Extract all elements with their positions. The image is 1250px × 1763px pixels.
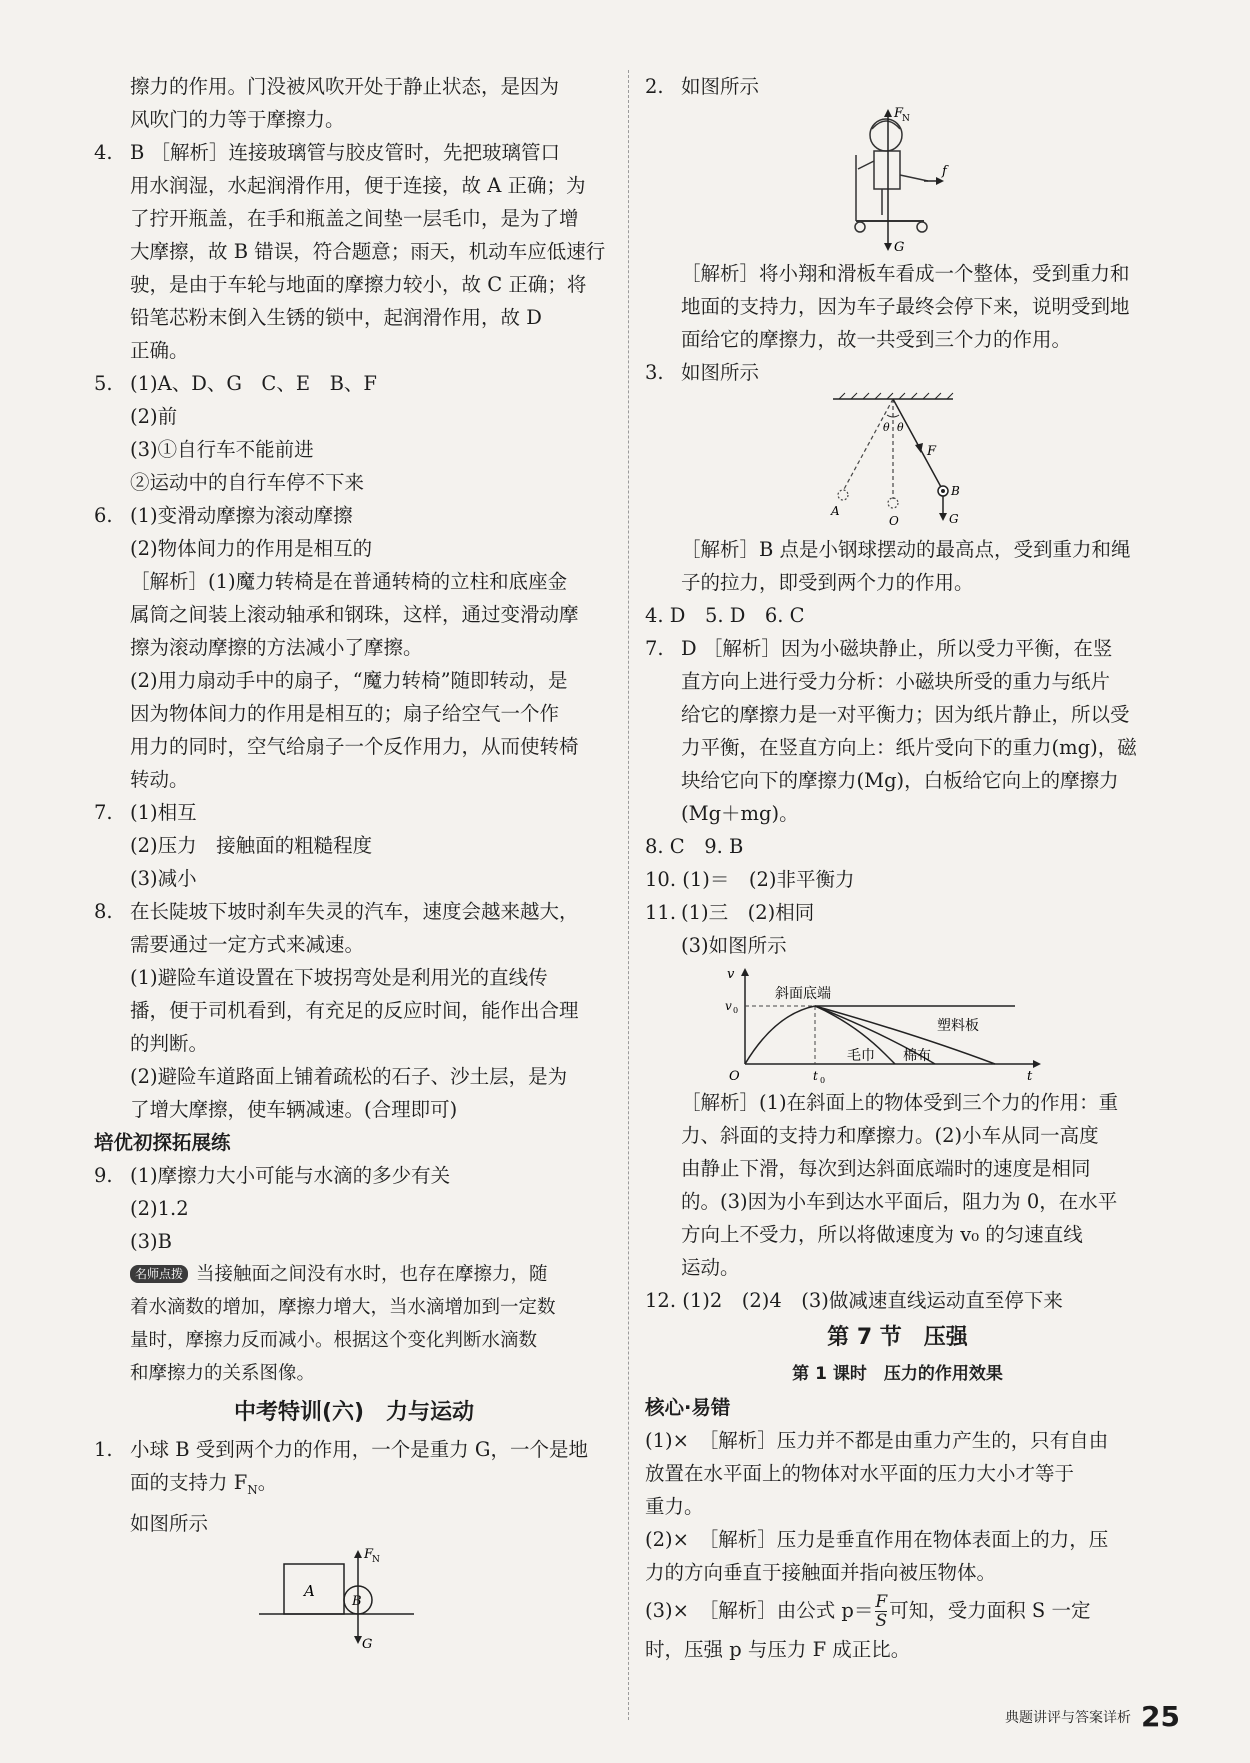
q9-line: (2)1.2 xyxy=(130,1197,189,1220)
q11-expl-line: ［解析］(1)在斜面上的物体受到三个力的作用：重 xyxy=(681,1091,1119,1114)
q2-text: 如图所示 xyxy=(681,75,760,98)
q4-line: B ［解析］连接玻璃管与胶皮管时，先把玻璃管口 xyxy=(130,141,561,164)
q4-line: 正确。 xyxy=(130,339,189,362)
fn-sub: N xyxy=(372,1554,380,1565)
a-label: A xyxy=(830,504,840,518)
q11-expl-line: 力、斜面的支持力和摩擦力。(2)小车从同一高度 xyxy=(681,1124,1099,1147)
q3-expl-line: 子的拉力，即受到两个力的作用。 xyxy=(681,571,974,594)
q9-answer xyxy=(94,1159,614,1258)
q9-number: 9. xyxy=(94,1164,113,1187)
q4-line: 用水润湿，水起润滑作用，便于连接，故 A 正确；为 xyxy=(130,174,586,197)
o-label: O xyxy=(888,514,899,528)
q6-line: 擦为滚动摩擦的方法减小了摩擦。 xyxy=(130,636,423,659)
q9-line: (3)B xyxy=(130,1230,172,1253)
q3-expl-line: ［解析］B 点是小钢球摆动的最高点，受到重力和绳 xyxy=(681,538,1131,561)
q7-answer xyxy=(94,796,614,895)
s1-line: 小球 B 受到两个力的作用，一个是重力 G，一个是地 xyxy=(130,1438,589,1461)
box-ball-force-diagram xyxy=(254,1542,494,1652)
c2-line: 力的方向垂直于接触面并指向被压物体。 xyxy=(645,1561,997,1584)
q12-answer: 12. (1)2 (2)4 (3)做减速直线运动直至停下来 xyxy=(645,1289,1063,1312)
q8-number: 8. xyxy=(94,900,113,923)
f-label: f xyxy=(941,164,947,179)
theta-right: θ xyxy=(896,421,904,434)
footer-text: 典题讲评与答案详析 xyxy=(1005,1709,1132,1726)
t0-label: t xyxy=(813,1069,818,1083)
t-axis-label: t xyxy=(1027,1069,1033,1084)
q7-line: 直方向上进行受力分析：小磁块所受的重力与纸片 xyxy=(681,670,1111,693)
q5-line: (1)A、D、G C、E B、F xyxy=(130,372,377,395)
ball-label-b: B xyxy=(352,1593,362,1609)
q6-number: 6. xyxy=(94,504,113,527)
heading-core-errors: 核心·易错 xyxy=(645,1396,731,1419)
q7-answer xyxy=(645,632,1150,830)
pendulum-force-diagram xyxy=(813,391,983,531)
q8-line: (2)避险车道路面上铺着疏松的石子、沙土层，是为 xyxy=(130,1065,568,1088)
q4-line: 大摩擦，故 B 错误，符合题意；雨天，机动车应低速行 xyxy=(130,240,606,263)
q6-line: 用力的同时，空气给扇子一个反作用力，从而使转椅 xyxy=(130,735,579,758)
q3-answer xyxy=(645,356,1150,389)
g-label: G xyxy=(948,512,959,526)
q7-number: 7. xyxy=(645,637,664,660)
g-label: G xyxy=(362,1636,373,1652)
q8-line: 的判断。 xyxy=(130,1032,209,1055)
q11-line: (1)三 (2)相同 xyxy=(681,901,815,924)
page-footer xyxy=(1005,1700,1180,1733)
q5-line: (2)前 xyxy=(130,405,178,428)
q4-line: 了拧开瓶盖，在手和瓶盖之间垫一层毛巾，是为了增 xyxy=(130,207,579,230)
origin-label: O xyxy=(729,1069,740,1084)
q8-line: 需要通过一定方式来减速。 xyxy=(130,933,365,956)
q11-expl-line: 的。(3)因为小车到达水平面后，阻力为 0，在水平 xyxy=(681,1190,1118,1213)
q8-9-answers: 8. C 9. B xyxy=(645,835,744,858)
q3-text: 如图所示 xyxy=(681,361,760,384)
q4-6-answers: 4. D 5. D 6. C xyxy=(645,604,805,627)
c3-pre: (3)× ［解析］由公式 p＝ xyxy=(645,1599,874,1622)
q6-line: 属筒之间装上滚动轴承和钢珠，这样，通过变滑动摩 xyxy=(130,603,579,626)
theta-left: θ xyxy=(882,421,890,434)
q6-line: 因为物体间力的作用是相互的；扇子给空气一个作 xyxy=(130,702,560,725)
q8-line: 了增大摩擦，使车辆减速。(合理即可) xyxy=(130,1098,458,1121)
q4-answer xyxy=(94,136,614,367)
q11-line: (3)如图所示 xyxy=(681,934,787,957)
c3-line-2: 时，压强 p 与压力 F 成正比。 xyxy=(645,1638,911,1661)
label-plastic: 塑料板 xyxy=(937,1018,979,1034)
q6-line: 转动。 xyxy=(130,768,189,791)
s1-answer xyxy=(94,1433,614,1540)
c1-line: (1)× ［解析］压力并不都是由重力产生的，只有自由 xyxy=(645,1429,1109,1452)
pressure-formula-fraction xyxy=(875,1593,887,1630)
section-7-title: 第 7 节 压强 xyxy=(827,1325,968,1350)
tip-line: 着水滴数的增加，摩擦力增大，当水滴增加到一定数 xyxy=(130,1297,556,1318)
q6-line: (2)物体间力的作用是相互的 xyxy=(130,537,373,560)
f-label: F xyxy=(926,444,936,459)
heading-extend-practice: 培优初探拓展练 xyxy=(94,1131,231,1154)
lesson-1-title: 第 1 课时 压力的作用效果 xyxy=(792,1364,1003,1384)
c2-line: (2)× ［解析］压力是垂直作用在物体表面上的力，压 xyxy=(645,1528,1109,1551)
label-towel: 毛巾 xyxy=(847,1048,875,1064)
c3-line xyxy=(645,1589,1150,1633)
g-label: G xyxy=(893,240,904,255)
q8-line: (1)避险车道设置在下坡拐弯处是利用光的直线传 xyxy=(130,966,548,989)
fn-sub: N xyxy=(901,114,910,124)
right-column xyxy=(645,70,1150,1666)
column-divider xyxy=(628,70,629,1720)
q10-answer: 10. (1)＝ (2)非平衡力 xyxy=(645,868,855,891)
q9-line: (1)摩擦力大小可能与水滴的多少有关 xyxy=(130,1164,451,1187)
teacher-tip-badge: 名师点拨 xyxy=(130,1265,188,1283)
v0-sub: 0 xyxy=(733,1006,739,1015)
q4-line: 驶，是由于车轮与地面的摩擦力较小，故 C 正确；将 xyxy=(130,273,587,296)
s1-number: 1. xyxy=(94,1438,113,1461)
velocity-time-graph xyxy=(715,964,1055,1084)
label-cotton: 棉布 xyxy=(903,1048,931,1064)
q7-line: 力平衡，在竖直方向上：纸片受向下的重力(mg)，磁 xyxy=(681,736,1137,759)
page-number: 25 xyxy=(1141,1700,1180,1733)
intro-line-2: 风吹门的力等于摩擦力。 xyxy=(130,108,345,131)
q8-line: 在长陡坡下坡时刹车失灵的汽车，速度会越来越大， xyxy=(130,900,579,923)
q8-answer xyxy=(94,895,614,1126)
frac-numerator: F xyxy=(875,1592,888,1612)
left-column xyxy=(94,70,614,1654)
q5-line: ②运动中的自行车停不下来 xyxy=(130,471,365,494)
q7-line: (2)压力 接触面的粗糙程度 xyxy=(130,834,373,857)
q5-answer xyxy=(94,367,614,499)
q7-line: (1)相互 xyxy=(130,801,197,824)
tip-line: 当接触面之间没有水时，也存在摩擦力，随 xyxy=(196,1264,548,1285)
section-title-force-motion: 中考特训(六) 力与运动 xyxy=(233,1400,475,1425)
tip-line: 量时，摩擦力反而减小。根据这个变化判断水滴数 xyxy=(130,1330,538,1351)
c3-post: 可知，受力面积 S 一定 xyxy=(889,1599,1091,1622)
scooter-force-diagram xyxy=(838,105,958,255)
q3-number: 3. xyxy=(645,361,664,384)
q7-number: 7. xyxy=(94,801,113,824)
q4-line: 铅笔芯粉末倒入生锈的锁中，起润滑作用，故 D xyxy=(130,306,542,329)
q7-line: (Mg＋mg)。 xyxy=(681,802,799,825)
q6-line: (1)变滑动摩擦为滚动摩擦 xyxy=(130,504,353,527)
teacher-tip xyxy=(94,1258,614,1390)
q5-number: 5. xyxy=(94,372,113,395)
q2-expl-line: 地面的支持力，因为车子最终会停下来，说明受到地 xyxy=(681,295,1130,318)
fn-label: F xyxy=(893,106,903,121)
c1-line: 放置在水平面上的物体对水平面的压力大小才等于 xyxy=(645,1462,1075,1485)
q4-number: 4. xyxy=(94,141,113,164)
label-slope-bottom: 斜面底端 xyxy=(775,986,831,1002)
tip-line: 和摩擦力的关系图像。 xyxy=(130,1363,316,1384)
c1-line: 重力。 xyxy=(645,1495,704,1518)
q11-number: 11. xyxy=(645,901,677,924)
t0-sub: 0 xyxy=(820,1076,826,1084)
q11-answer xyxy=(645,896,1150,962)
q7-line: 给它的摩擦力是一对平衡力；因为纸片静止，所以受 xyxy=(681,703,1130,726)
q8-line: 播，便于司机看到，有充足的反应时间，能作出合理 xyxy=(130,999,579,1022)
q7-line: 块给它向下的摩擦力(Mg)，白板给它向上的摩擦力 xyxy=(681,769,1119,792)
q11-expl-line: 方向上不受力，所以将做速度为 v₀ 的匀速直线 xyxy=(681,1223,1083,1246)
q2-number: 2. xyxy=(645,75,664,98)
fn-label: F xyxy=(364,1546,374,1562)
q11-expl-line: 运动。 xyxy=(681,1256,740,1279)
q6-answer xyxy=(94,499,614,796)
q6-line: (2)用力扇动手中的扇子，“魔力转椅”随即转动，是 xyxy=(130,669,568,692)
v-axis-label: v xyxy=(727,967,735,982)
s1-sub: N xyxy=(247,1482,258,1497)
q5-line: (3)①自行车不能前进 xyxy=(130,438,314,461)
q2-answer xyxy=(645,70,1150,103)
q2-expl-line: ［解析］将小翔和滑板车看成一个整体，受到重力和 xyxy=(681,262,1130,285)
q7-line: D ［解析］因为小磁块静止，所以受力平衡，在竖 xyxy=(681,637,1113,660)
q6-line: ［解析］(1)魔力转椅是在普通转椅的立柱和底座金 xyxy=(130,570,568,593)
frac-denominator: S xyxy=(875,1611,888,1631)
s1-end: 。 xyxy=(257,1471,278,1494)
v0-label: v xyxy=(725,999,732,1013)
q11-expl-line: 由静止下滑，每次到达斜面底端时的速度是相同 xyxy=(681,1157,1091,1180)
q7-line: (3)减小 xyxy=(130,867,197,890)
box-label-a: A xyxy=(304,1581,315,1600)
s1-line: 如图所示 xyxy=(130,1511,209,1535)
b-label: B xyxy=(950,484,960,498)
q2-expl-line: 面给它的摩擦力，故一共受到三个力的作用。 xyxy=(681,328,1072,351)
intro-line-1: 擦力的作用。门没被风吹开处于静止状态，是因为 xyxy=(130,75,560,98)
s1-line: 面的支持力 F xyxy=(130,1471,248,1494)
